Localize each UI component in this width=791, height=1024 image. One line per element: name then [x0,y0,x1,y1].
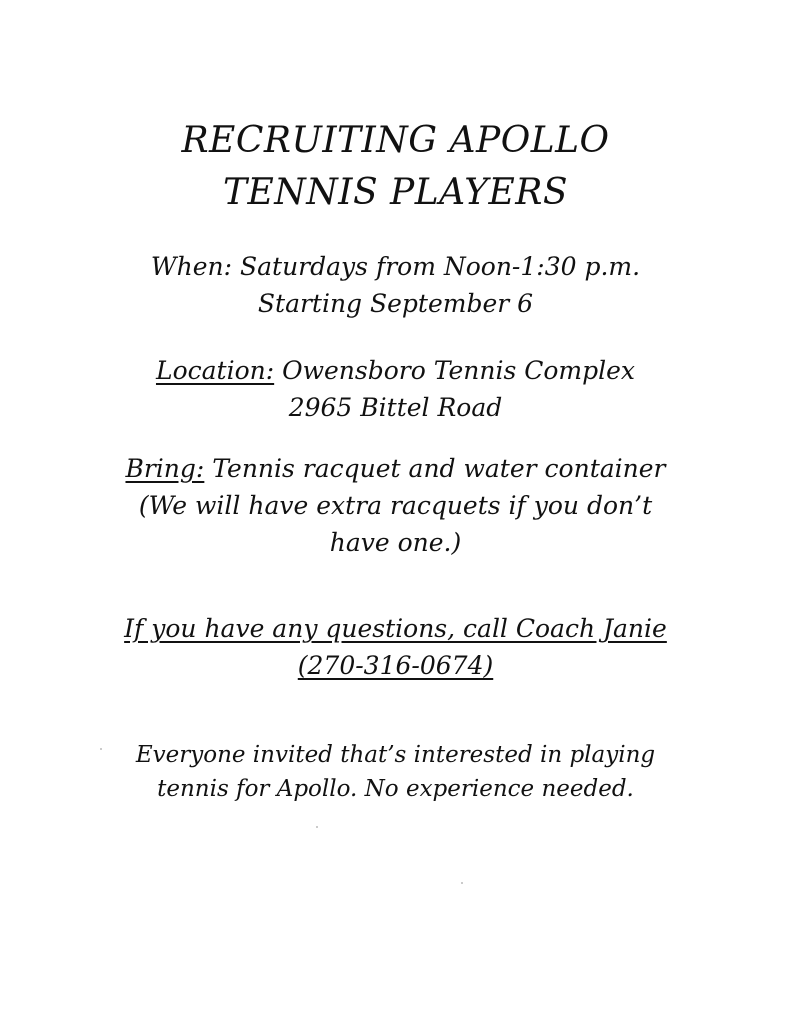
scan-speck [461,882,463,884]
bring-note-line1: (We will have extra racquets if you don’t [138,491,653,520]
invite-line1: Everyone invited that’s interested in playing [135,742,656,768]
scan-speck [316,826,318,828]
bring-line [0,450,791,487]
coach-phone: (270-316-0674) [297,651,494,680]
when-label: When: [150,252,233,281]
invite-line2: tennis for Apollo. No experience needed. [157,776,634,802]
location-line [0,352,791,389]
when-value: Saturdays from Noon-1:30 p.m. [240,252,641,281]
bring-value: Tennis racquet and water container [212,454,666,483]
bring-section [0,450,791,561]
questions-section [0,610,791,684]
when-line [0,248,791,285]
scan-speck [100,748,102,750]
location-value: Owensboro Tennis Complex [282,356,636,385]
bring-label: Bring: [125,454,205,483]
when-start-date: Starting September 6 [257,289,534,318]
flyer-title-line1: RECRUITING APOLLO [181,120,610,161]
location-label: Location: [155,356,275,385]
questions-text: If you have any questions, call Coach Janie [124,614,667,643]
location-section [0,352,791,426]
bring-note-line2: have one.) [329,528,462,557]
flyer-title-line2: TENNIS PLAYERS [222,172,569,213]
invite-section [0,738,791,806]
location-address: 2965 Bittel Road [288,393,503,422]
when-section [0,248,791,322]
